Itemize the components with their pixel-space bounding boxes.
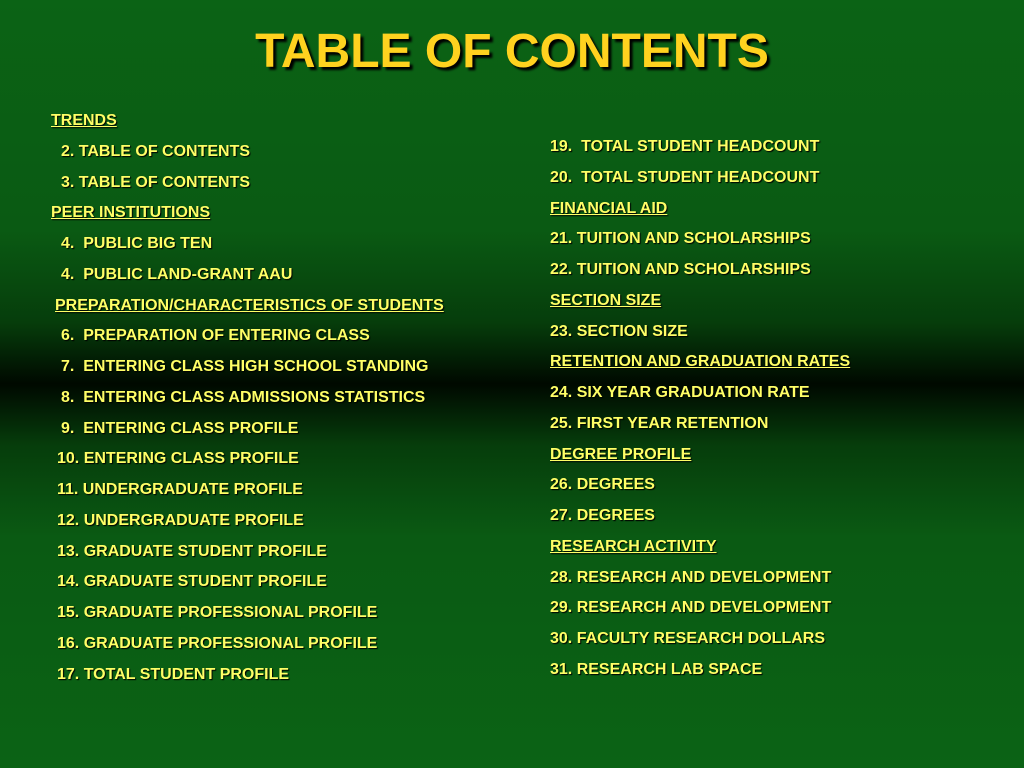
toc-entry: 15. GRADUATE PROFESSIONAL PROFILE: [57, 604, 378, 621]
section-link-trends[interactable]: TRENDS: [51, 112, 117, 129]
section-link-retention-and-graduation-rates[interactable]: RETENTION AND GRADUATION RATES: [550, 353, 851, 371]
toc-entry: 28. RESEARCH AND DEVELOPMENT: [550, 568, 832, 586]
section-link-degree-profile[interactable]: DEGREE PROFILE: [550, 445, 692, 463]
toc-entry: 7. ENTERING CLASS HIGH SCHOOL STANDING: [61, 358, 429, 375]
toc-entry: 6. PREPARATION OF ENTERING CLASS: [61, 327, 370, 345]
toc-entry: 11. UNDERGRADUATE PROFILE: [57, 481, 303, 498]
toc-entry: 30. FACULTY RESEARCH DOLLARS: [550, 630, 825, 647]
toc-entry: 4. PUBLIC BIG TEN: [61, 235, 213, 252]
toc-entry: 4. PUBLIC LAND-GRANT AAU: [61, 265, 293, 283]
page-title: TABLE OF CONTENTS: [255, 25, 769, 78]
section-link-preparation-characteristics-of-students[interactable]: PREPARATION/CHARACTERISTICS OF STUDENTS: [55, 296, 444, 314]
toc-entry: 21. TUITION AND SCHOLARSHIPS: [550, 230, 811, 248]
toc-entry: 2. TABLE OF CONTENTS: [61, 142, 251, 160]
toc-entry: 14. GRADUATE STUDENT PROFILE: [57, 573, 327, 591]
toc-entry: 8. ENTERING CLASS ADMISSIONS STATISTICS: [61, 388, 426, 406]
toc-entry: 12. UNDERGRADUATE PROFILE: [57, 511, 304, 529]
toc-entry: 27. DEGREES: [550, 507, 655, 524]
toc-entry: 19. TOTAL STUDENT HEADCOUNT: [550, 138, 820, 155]
section-link-peer-institutions[interactable]: PEER INSTITUTIONS: [51, 204, 211, 222]
toc-entry: 16. GRADUATE PROFESSIONAL PROFILE: [57, 634, 378, 652]
toc-right-column: [550, 136, 850, 690]
toc-entry: 26. DEGREES: [550, 476, 655, 494]
toc-entry: 29. RESEARCH AND DEVELOPMENT: [550, 599, 832, 617]
section-link-section-size[interactable]: SECTION SIZE: [550, 291, 662, 309]
section-link-research-activity[interactable]: RESEARCH ACTIVITY: [550, 537, 717, 555]
toc-entry: 10. ENTERING CLASS PROFILE: [57, 450, 299, 468]
toc-entry: 31. RESEARCH LAB SPACE: [550, 660, 763, 678]
toc-entry: 22. TUITION AND SCHOLARSHIPS: [550, 261, 811, 278]
toc-entry: 24. SIX YEAR GRADUATION RATE: [550, 384, 810, 401]
toc-entry: 20. TOTAL STUDENT HEADCOUNT: [550, 168, 820, 186]
toc-entry: 13. GRADUATE STUDENT PROFILE: [57, 542, 327, 560]
toc-entry: 9. ENTERING CLASS PROFILE: [61, 419, 299, 437]
toc-entry: 23. SECTION SIZE: [550, 322, 688, 340]
toc-entry: 25. FIRST YEAR RETENTION: [550, 414, 769, 432]
section-link-financial-aid[interactable]: FINANCIAL AID: [550, 199, 668, 217]
toc-left-column: [51, 110, 444, 694]
toc-entry: 17. TOTAL STUDENT PROFILE: [57, 665, 290, 683]
toc-entry: 3. TABLE OF CONTENTS: [61, 173, 251, 191]
